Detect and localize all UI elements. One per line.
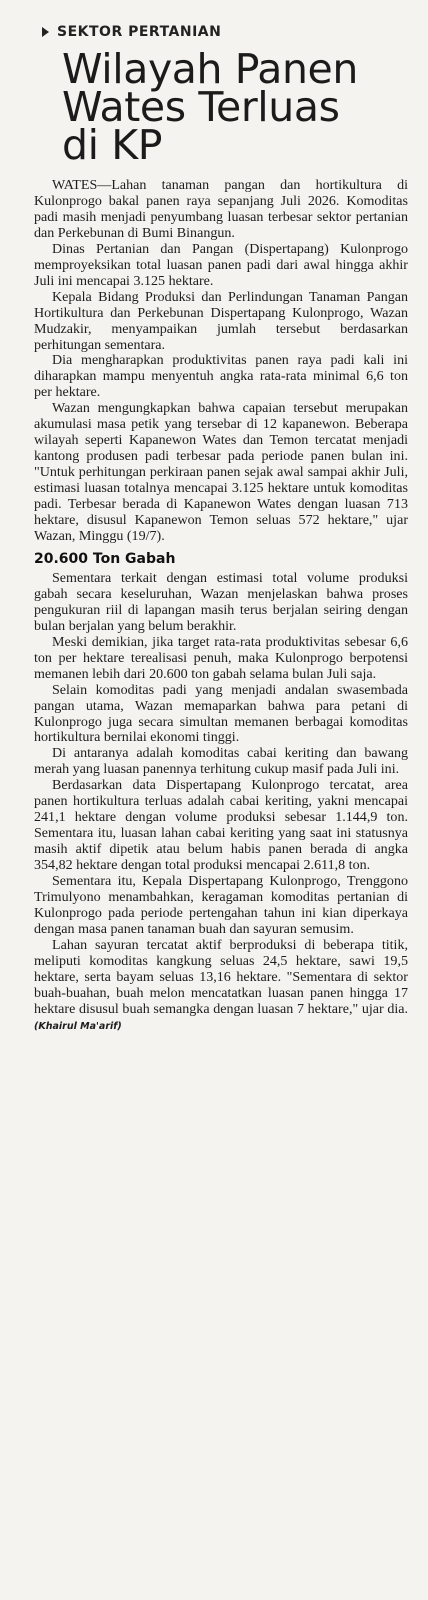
paragraph-1: [34, 178, 408, 242]
paragraph-4: Dia mengharapkan produktivitas panen raya padi kali ini diharapkan mampu menyentuh angka rata-rata minimal 6,6 ton per hektare.: [34, 352, 408, 401]
paragraph-10: Berdasarkan data Dispertapang Kulonprogo tercatat, area panen hortikultura terluas adalah cabai keriting, yakni mencapai 241,1 hektare dengan volume produksi sebesar 1.144,9 ton. Sementara itu, luasan lahan cabai keriting yang saat ini statusnya masih aktif dipetik atau belum habis panen berada di angka 354,82 hektare dengan total produksi mencapai 2.611,8 ton.: [34, 777, 408, 874]
paragraph-9: Di antaranya adalah komoditas cabai keriting dan bawang merah yang luasan panennya terhitung cukup masif pada Juli ini.: [34, 745, 408, 778]
paragraph-7: Meski demikian, jika target rata-rata produktivitas sebesar 6,6 ton per hektare terealisasi penuh, maka Kulonprogo berpotensi memanen lebih dari 20.600 ton gabah selama bulan Juli saja.: [34, 633, 408, 682]
paragraph-2: Dinas Pertanian dan Pangan (Dispertapang) Kulonprogo memproyeksikan total luasan panen padi dari awal hingga akhir Juli ini mencapai 3.125 hektare.: [34, 240, 408, 289]
paragraph-1-text: —Lahan tanaman pangan dan hortikultura di Kulonprogo bakal panen raya sepanjang Juli 2026. Komoditas padi masih menjadi penyumbang luasan terbesar sektor pertanian dan Perkebunan di Bumi Binangun.: [34, 177, 408, 241]
paragraph-11: Sementara itu, Kepala Dispertapang Kulonprogo, Trenggono Trimulyono menambahkan, keragaman komoditas pertanian di Kulonprogo pada periode pertengahan tahun ini kian diperkaya dengan masa panen tanaman buah dan sayuran semusim.: [34, 873, 408, 937]
paragraph-12: [34, 938, 408, 1035]
paragraph-5: Wazan mengungkapkan bahwa capaian tersebut merupakan akumulasi masa petik yang tersebar di 12 kapanewon. Beberapa wilayah seperti Kapanewon Wates dan Temon tercatat menjadi kantong produsen padi terbesar pada periode panen bulan ini. "Untuk perhitungan perkiraan panen sejak awal sampai akhir Juli, estimasi luasan totalnya mencapai 3.125 hektare untuk komoditas padi. Terbesar berada di Kapanewon Wates dengan luasan 713 hektare, disusul Kapanewon Temon seluas 572 hektare," ujar Wazan, Minggu (19/7).: [34, 400, 408, 544]
dateline: WATES: [52, 177, 98, 193]
paragraph-12-text: Lahan sayuran tercatat aktif berproduksi di beberapa titik, meliputi komoditas kangkung seluas 24,5 hektare, sawi 19,5 hektare, serta bayam seluas 13,16 hektare. "Sementara di sektor buah-buahan, buah melon mencatatkan luasan panen hingga 17 hektare disusul buah semangka dengan luasan 7 hektare," ujar dia.: [34, 936, 408, 1017]
triangle-bullet-icon: [42, 27, 49, 37]
paragraph-6: Sementara terkait dengan estimasi total volume produksi gabah secara keseluruhan, Wazan menjelaskan bahwa proses pengukuran riil di lapangan masih terus berjalan seiring dengan bulan berjalan yang belum berakhir.: [34, 569, 408, 634]
headline-line-3: di KP: [62, 121, 163, 169]
headline-line-1: Wilayah Panen: [62, 45, 358, 93]
paragraph-3: Kepala Bidang Produksi dan Perlindungan Tanaman Pangan Hortikultura dan Perkebunan Dispertapang Kulonprogo, Wazan Mudzakir, menyampaikan jumlah tersebut berdasarkan perhitungan sementara.: [34, 288, 408, 353]
headline-line-2: Wates Terluas: [62, 83, 340, 131]
author-byline: (Khairul Ma'arif): [34, 1020, 122, 1032]
section-kicker: [42, 24, 408, 40]
paragraph-8: Selain komoditas padi yang menjadi andalan swasembada pangan utama, Wazan memaparkan bahwa para petani di Kulonprogo juga secara simultan memanen berbagai komoditas hortikultura bernilai ekonomi tinggi.: [34, 681, 408, 746]
subheading: 20.600 Ton Gabah: [34, 550, 176, 567]
headline: [62, 45, 408, 169]
article-body: [34, 178, 408, 1035]
kicker-label: SEKTOR PERTANIAN: [57, 24, 222, 40]
